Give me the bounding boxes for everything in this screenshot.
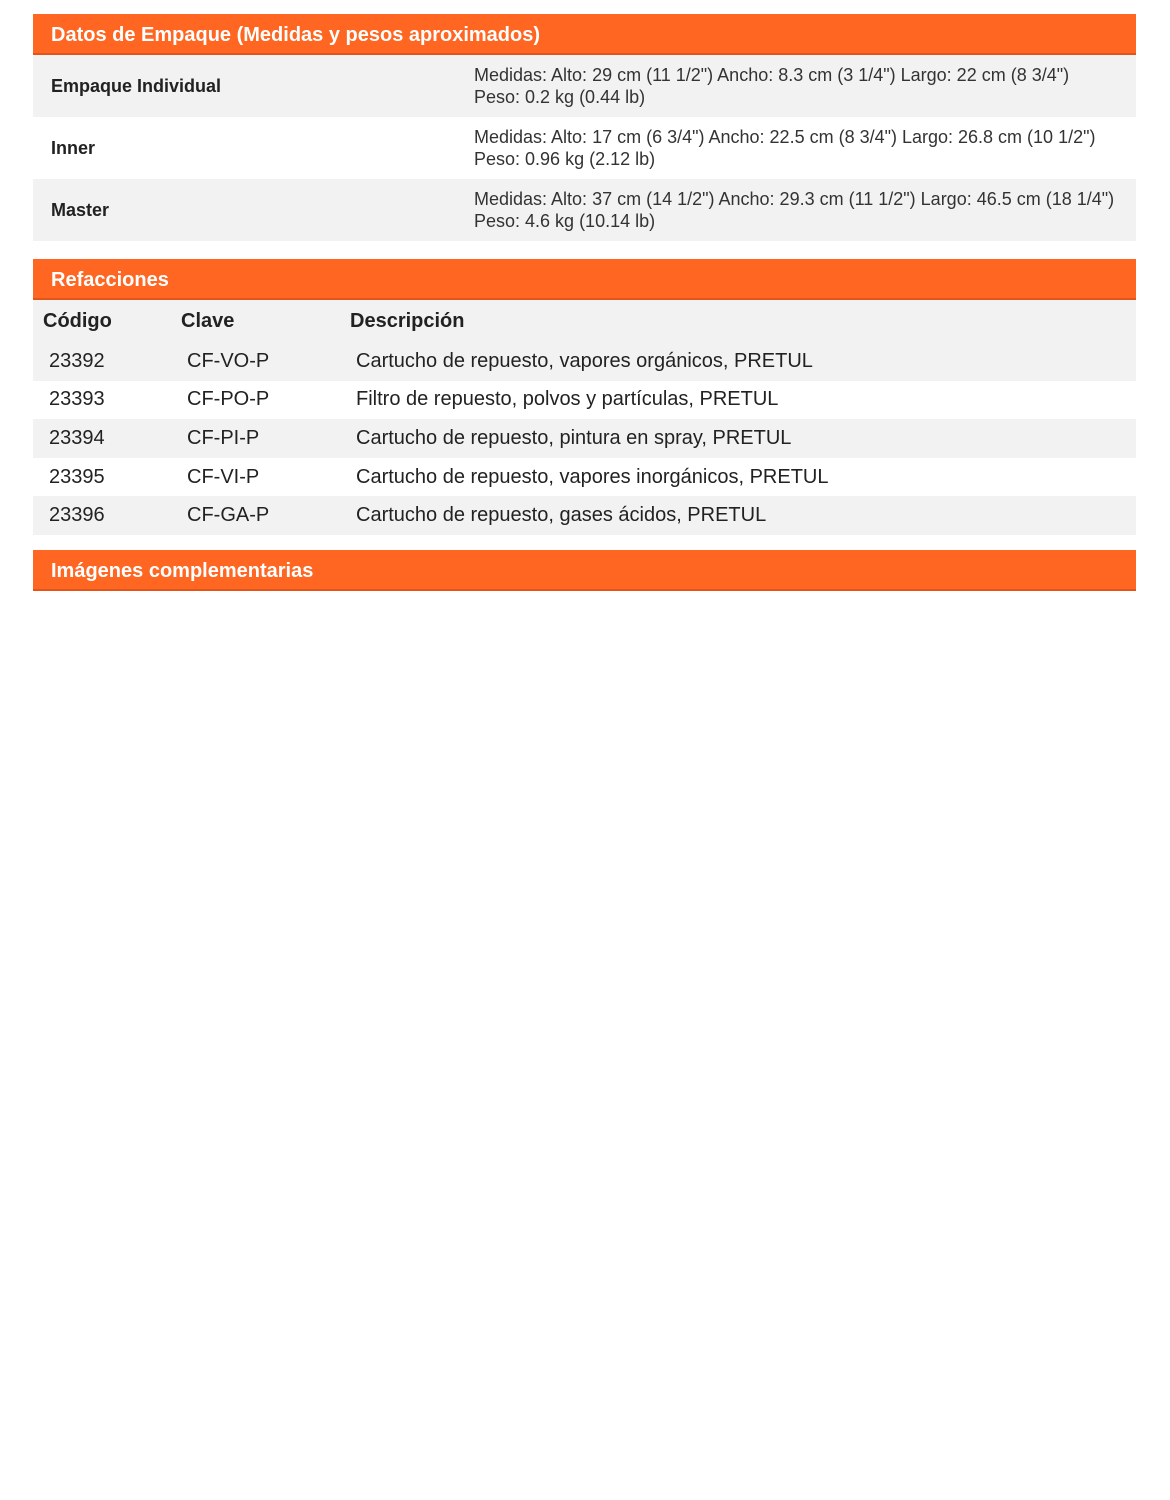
- cell-descripcion: Cartucho de repuesto, vapores inorgánicos, PRETUL: [356, 465, 829, 488]
- packaging-label: Empaque Individual: [51, 75, 222, 96]
- packaging-value: Medidas: Alto: 17 cm (6 3/4") Ancho: 22.5 cm (8 3/4") Largo: 26.8 cm (10 1/2") Peso: 0.96 kg (2.12 lb): [474, 127, 1096, 169]
- packaging-value: Medidas: Alto: 37 cm (14 1/2") Ancho: 29.3 cm (11 1/2") Largo: 46.5 cm (18 1/4") Peso: 4.6 kg (10.14 lb): [474, 189, 1115, 231]
- packaging-row-inner: [33, 117, 1136, 179]
- cell-descripcion: Cartucho de repuesto, vapores orgánicos, PRETUL: [356, 349, 813, 372]
- cell-descripcion: Cartucho de repuesto, gases ácidos, PRETUL: [356, 504, 767, 527]
- cell-clave: CF-PI-P: [187, 426, 260, 449]
- column-header-clave: Clave: [181, 309, 235, 332]
- parts-table: [33, 300, 1136, 535]
- cell-codigo: 23394: [49, 426, 105, 449]
- cell-descripcion: Filtro de repuesto, polvos y partículas, PRETUL: [356, 388, 779, 411]
- cell-clave: CF-VO-P: [187, 349, 270, 372]
- cell-clave: CF-VI-P: [187, 465, 260, 488]
- cell-codigo: 23393: [49, 388, 105, 411]
- cell-descripcion: Cartucho de repuesto, pintura en spray, PRETUL: [356, 426, 792, 449]
- packaging-row-master: [33, 179, 1136, 241]
- cell-codigo: 23392: [49, 349, 105, 372]
- images-section-header: Imágenes complementarias: [33, 550, 1136, 591]
- packaging-section-header: Datos de Empaque (Medidas y pesos aproximados): [33, 14, 1136, 55]
- packaging-row-individual: [33, 55, 1136, 117]
- cell-codigo: 23395: [49, 465, 105, 488]
- packaging-label: Master: [51, 199, 110, 220]
- table-row: [33, 381, 1136, 420]
- packaging-label: Inner: [51, 137, 96, 158]
- section-spacer: [33, 535, 1136, 550]
- column-header-codigo: Código: [43, 309, 112, 332]
- packaging-table: [33, 55, 1136, 241]
- document-page: [33, 14, 1136, 591]
- cell-codigo: 23396: [49, 504, 105, 527]
- cell-clave: CF-GA-P: [187, 504, 270, 527]
- column-header-descripcion: Descripción: [350, 309, 465, 332]
- table-row: [33, 342, 1136, 381]
- packaging-value: Medidas: Alto: 29 cm (11 1/2") Ancho: 8.3 cm (3 1/4") Largo: 22 cm (8 3/4") Peso: 0.2 kg (0.44 lb): [474, 65, 1070, 107]
- cell-clave: CF-PO-P: [187, 388, 270, 411]
- parts-section-header: Refacciones: [33, 259, 1136, 300]
- table-row: [33, 419, 1136, 458]
- table-row: [33, 496, 1136, 535]
- parts-table-header: [33, 300, 1136, 342]
- table-row: [33, 458, 1136, 497]
- section-spacer: [33, 241, 1136, 259]
